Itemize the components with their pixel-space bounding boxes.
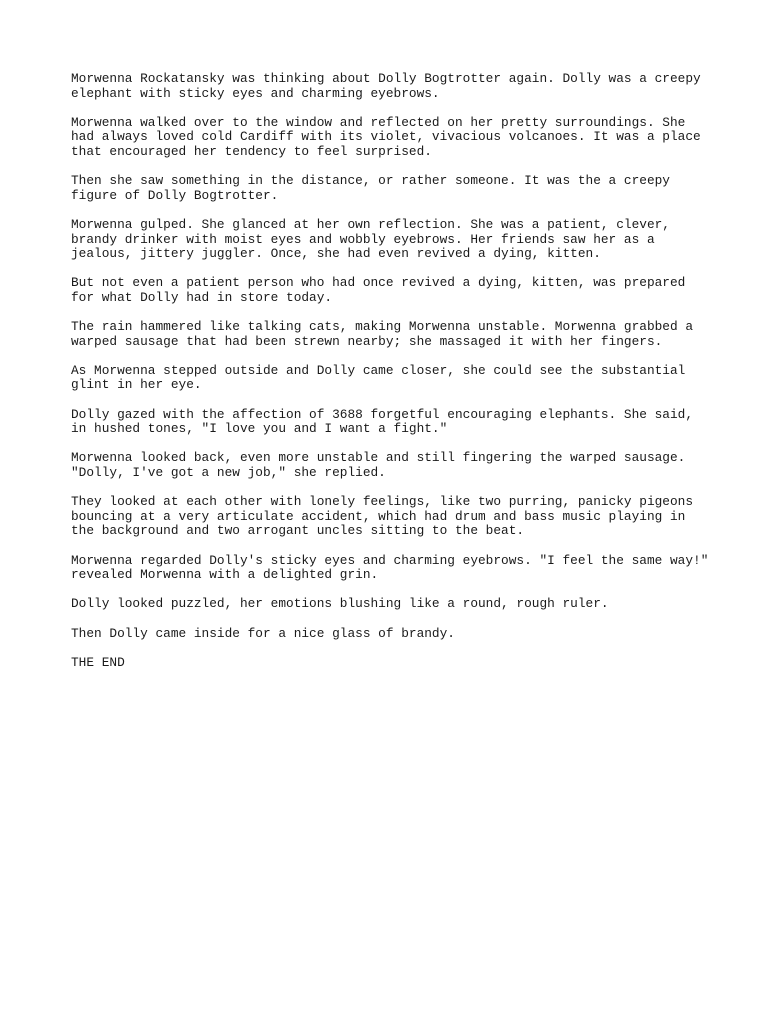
paragraph-12: Dolly looked puzzled, her emotions blushing like a round, rough ruler. [71, 596, 609, 612]
paragraph-7: As Morwenna stepped outside and Dolly came closer, she could see the substantial glint in her eye. [71, 362, 686, 393]
paragraph-2: Morwenna walked over to the window and reflected on her pretty surroundings. She had always loved cold Cardiff with its violet, vivacious volcanoes. It was a place that encouraged her tendency to feel surprised. [71, 114, 701, 159]
paragraph-5: But not even a patient person who had once revived a dying, kitten, was prepared for what Dolly had in store today. [71, 275, 686, 305]
paragraph-11: Morwenna regarded Dolly's sticky eyes and charming eyebrows. "I feel the same way!" revealed Morwenna with a delighted grin. [71, 552, 709, 583]
the-end-line: THE END [71, 654, 125, 670]
paragraph-8: Dolly gazed with the affection of 3688 forgetful encouraging elephants. She said, in hushed tones, "I love you and I want a fight." [71, 406, 694, 437]
paragraph-9: Morwenna looked back, even more unstable and still fingering the warped sausage. "Dolly, I've got a new job," she replied. [71, 450, 686, 481]
paragraph-6: The rain hammered like talking cats, making Morwenna unstable. Morwenna grabbed a warped sausage that had been strewn nearby; she massaged it with her fingers. [71, 319, 694, 349]
paragraph-13: Then Dolly came inside for a nice glass of brandy. [71, 625, 455, 641]
paragraph-4: Morwenna gulped. She glanced at her own reflection. She was a patient, clever, brandy drinker with moist eyes and wobbly eyebrows. Her friends saw her as a jealous, jittery juggler. Once, she had even revived a dying, kitten. [71, 216, 670, 262]
paragraph-1: Morwenna Rockatansky was thinking about Dolly Bogtrotter again. Dolly was a creepy elephant with sticky eyes and charming eyebrows. [71, 71, 701, 101]
paragraph-3: Then she saw something in the distance, or rather someone. It was the a creepy figure of Dolly Bogtrotter. [71, 173, 670, 203]
document-page [71, 72, 711, 685]
paragraph-10: They looked at each other with lonely feelings, like two purring, panicky pigeons bouncing at a very articulate accident, which had drum and bass music playing in the background and two arrogant uncles sitting to the beat. [71, 494, 694, 539]
